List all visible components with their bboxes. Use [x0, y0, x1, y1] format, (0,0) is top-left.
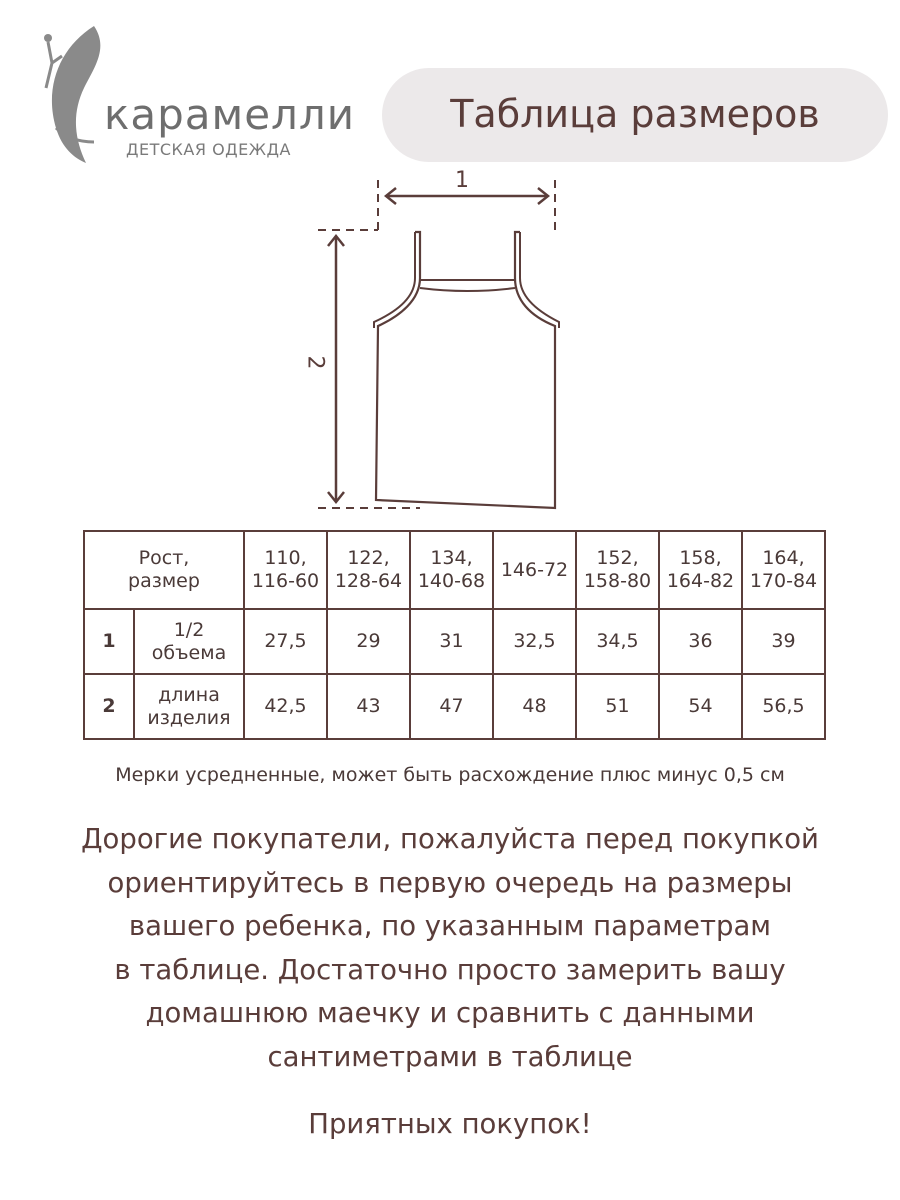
table-cell: 36 [659, 609, 742, 674]
title-banner [382, 68, 888, 162]
table-cell: 56,5 [742, 674, 825, 739]
tank-top-diagram [300, 165, 580, 525]
table-cell: 39 [742, 609, 825, 674]
size-line: 158-80 [583, 570, 652, 592]
row-number: 1 [84, 609, 134, 674]
closing-text: Приятных покупок! [308, 1108, 592, 1140]
size-line: 170-84 [749, 570, 818, 592]
row-label-line: 1/2 [173, 618, 205, 641]
size-line: 146-72 [500, 558, 569, 581]
table-cell: 32,5 [493, 609, 576, 674]
table-cell: 42,5 [244, 674, 327, 739]
size-line: 164, [762, 547, 805, 570]
row-label-line: длина [158, 683, 220, 706]
size-column-header [327, 531, 410, 609]
size-column-header [410, 531, 493, 609]
table-cell: 43 [327, 674, 410, 739]
header-label-line: размер [128, 570, 200, 592]
table-cell: 48 [493, 674, 576, 739]
header-label-line: Рост, [138, 547, 190, 570]
row-label [134, 674, 244, 739]
measure-1-label: 1 [455, 168, 469, 193]
row-label [134, 609, 244, 674]
size-line: 152, [596, 547, 639, 570]
row-label-line: изделия [147, 706, 231, 729]
size-column-header [659, 531, 742, 609]
message-line: Дорогие покупатели, пожалуйста перед покупкой [81, 823, 819, 855]
table-cell: 34,5 [576, 609, 659, 674]
table-row [84, 609, 825, 674]
size-column-header [742, 531, 825, 609]
table-cell: 54 [659, 674, 742, 739]
row-number: 2 [84, 674, 134, 739]
message-line: домашнюю маечку и сравнить с данными [145, 997, 755, 1029]
size-line: 128-64 [334, 570, 403, 592]
size-line: 158, [679, 547, 722, 570]
size-column-header [493, 531, 576, 609]
size-line: 122, [347, 547, 390, 570]
size-line: 116-60 [251, 570, 320, 592]
table-row [84, 674, 825, 739]
size-line: 110, [264, 547, 307, 570]
header-cell-height-size [84, 531, 244, 609]
brand-name: карамелли [104, 90, 356, 139]
customer-message [30, 818, 870, 1079]
size-line: 140-68 [417, 570, 486, 592]
page-title: Таблица размеров [450, 92, 820, 136]
brand-tagline: ДЕТСКАЯ ОДЕЖДА [126, 140, 291, 159]
table-cell: 31 [410, 609, 493, 674]
table-cell: 27,5 [244, 609, 327, 674]
message-line: сантиметрами в таблице [267, 1040, 633, 1073]
table-cell: 29 [327, 609, 410, 674]
brand-logo [34, 18, 356, 168]
message-line: в таблице. Достаточно просто замерить вашу [114, 953, 786, 986]
table-header-row [84, 531, 825, 609]
size-table [83, 530, 826, 740]
size-column-header [244, 531, 327, 609]
message-line: вашего ребенка, по указанным параметрам [128, 910, 772, 942]
row-label-line: объема [151, 641, 227, 664]
message-line: ориентируйтесь в первую очередь на размеры [107, 866, 793, 899]
table-cell: 51 [576, 674, 659, 739]
table-cell: 47 [410, 674, 493, 739]
size-column-header [576, 531, 659, 609]
measurement-note: Мерки усредненные, может быть расхождение плюс минус 0,5 см [115, 764, 785, 786]
size-line: 164-82 [666, 570, 735, 592]
measure-2-label: 2 [302, 355, 328, 370]
size-line: 134, [430, 547, 473, 570]
